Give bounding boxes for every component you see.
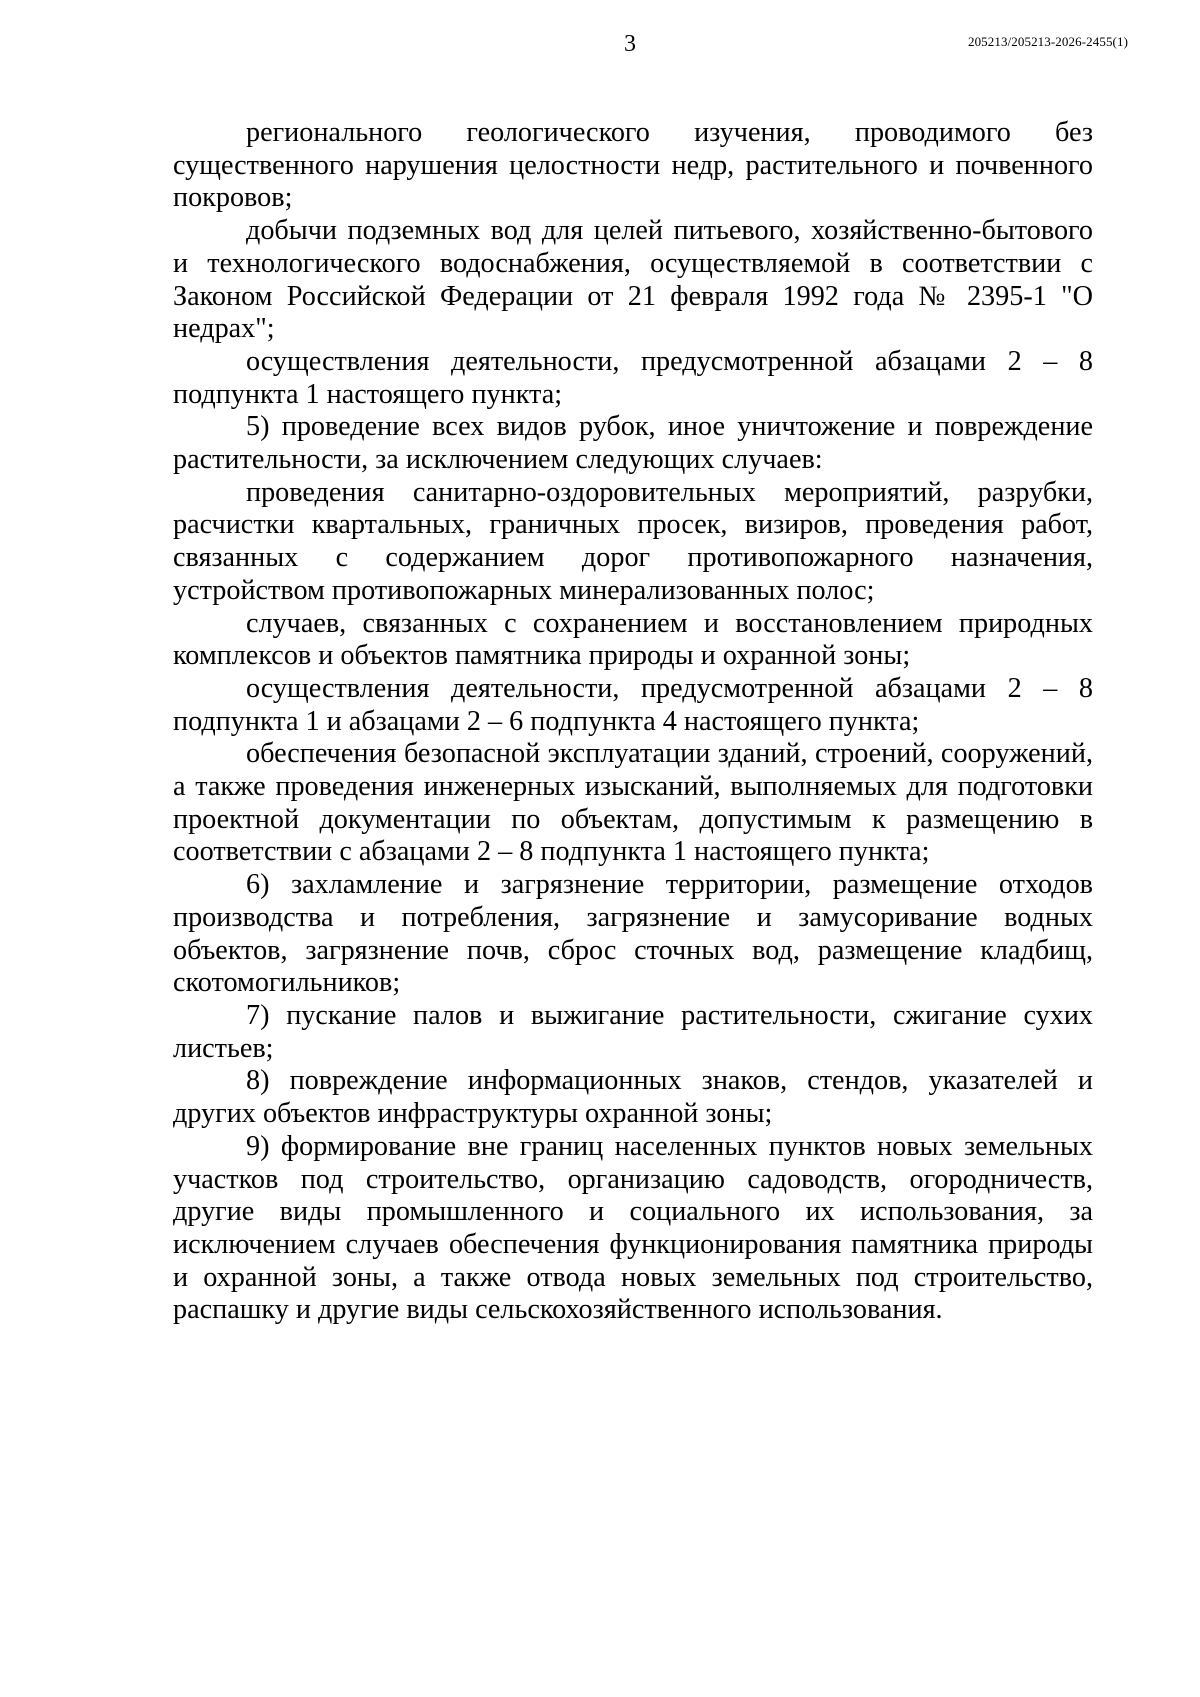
paragraph: 5) проведение всех видов рубок, иное уничтожение и повреждение растительности, за исключением следующих случаев: [173, 411, 1093, 476]
document-body [173, 117, 1093, 1327]
paragraph: 7) пускание палов и выжигание растительности, сжигание сухих листьев; [173, 999, 1093, 1064]
paragraph: проведения санитарно-оздоровительных мероприятий, разрубки, расчистки квартальных, граничных просек, визиров, проведения работ, связанных с содержанием дорог противопожарного назначения, устройством противопожарных минерализованных полос; [173, 476, 1093, 606]
paragraph: осуществления деятельности, предусмотренной абзацами 2 – 8 подпункта 1 настоящего пункта; [173, 345, 1093, 410]
paragraph: добычи подземных вод для целей питьевого, хозяйственно-бытового и технологического водоснабжения, осуществляемой в соответствии с Законом Российской Федерации от 21 февраля 1992 года № 2395-1 "О недрах"; [173, 215, 1093, 345]
document-id: 205213/205213-2026-2455(1) [967, 34, 1128, 49]
paragraph: обеспечения безопасной эксплуатации зданий, строений, сооружений, а также проведения инженерных изысканий, выполняемых для подготовки проектной документации по объектам, допустимым к размещению в соответствии с абзацами 2 – 8 подпункта 1 настоящего пункта; [173, 738, 1093, 868]
paragraph: регионального геологического изучения, проводимого без существенного нарушения целостности недр, растительного и почвенного покровов; [173, 117, 1093, 214]
paragraph: случаев, связанных с сохранением и восстановлением природных комплексов и объектов памятника природы и охранной зоны; [173, 607, 1093, 672]
paragraph: 8) повреждение информационных знаков, стендов, указателей и других объектов инфраструктуры охранной зоны; [173, 1065, 1093, 1130]
page-number: 3 [624, 31, 636, 57]
paragraph: осуществления деятельности, предусмотренной абзацами 2 – 8 подпункта 1 и абзацами 2 – 6 подпункта 4 настоящего пункта; [173, 672, 1093, 737]
paragraph: 6) захламление и загрязнение территории, размещение отходов производства и потребления, загрязнение и замусоривание водных объектов, загрязнение почв, сброс сточных вод, размещение кладбищ, скотомогильников; [173, 869, 1093, 999]
paragraph: 9) формирование вне границ населенных пунктов новых земельных участков под строительство, организацию садоводств, огородничеств, другие виды промышленного и социального их использования, за исключением случаев обеспечения функционирования памятника природы и охранной зоны, а также отвода новых земельных под строительство, распашку и другие виды сельскохозяйственного использования. [173, 1130, 1093, 1326]
